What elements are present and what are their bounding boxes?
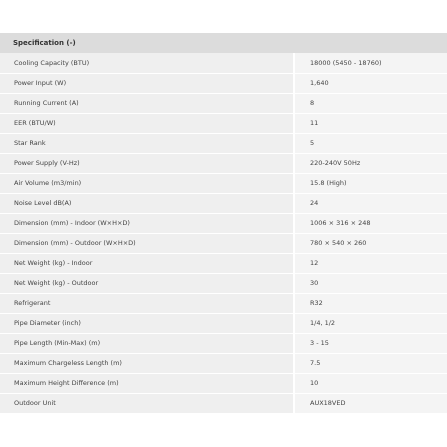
specification-table (0, 33, 447, 414)
spec-label: Maximum Chargeless Length (m) (0, 353, 294, 373)
spec-label: Net Weight (kg) - Indoor (0, 253, 294, 273)
specification-rows (0, 53, 447, 413)
spec-value: 1,640 (294, 73, 447, 93)
spec-value: 30 (294, 273, 447, 293)
spec-value: 1/4, 1/2 (294, 313, 447, 333)
table-row (0, 233, 447, 253)
specification-header: Specification (-) (0, 33, 447, 53)
spec-label: Star Rank (0, 133, 294, 153)
table-row (0, 173, 447, 193)
table-row (0, 253, 447, 273)
table-row (0, 213, 447, 233)
spec-value: 24 (294, 193, 447, 213)
specification-header-row (0, 33, 447, 53)
spec-value: R32 (294, 293, 447, 313)
table-row (0, 93, 447, 113)
table-row (0, 153, 447, 173)
table-row (0, 53, 447, 73)
table-row (0, 313, 447, 333)
spec-value: 7.5 (294, 353, 447, 373)
table-row (0, 73, 447, 93)
spec-label: Maximum Height Difference (m) (0, 373, 294, 393)
spec-value: 220-240V 50Hz (294, 153, 447, 173)
spec-value: 11 (294, 113, 447, 133)
spec-label: Net Weight (kg) - Outdoor (0, 273, 294, 293)
table-row (0, 353, 447, 373)
spec-value: 12 (294, 253, 447, 273)
spec-label: Outdoor Unit (0, 393, 294, 413)
table-row (0, 113, 447, 133)
table-row (0, 193, 447, 213)
spec-label: Pipe Length (Min-Max) (m) (0, 333, 294, 353)
spec-value: 5 (294, 133, 447, 153)
spec-value: AUX18VED (294, 393, 447, 413)
spec-label: Pipe Diameter (inch) (0, 313, 294, 333)
spec-label: Refrigerant (0, 293, 294, 313)
table-row (0, 333, 447, 353)
table-row (0, 393, 447, 413)
spec-value: 3 - 15 (294, 333, 447, 353)
spec-label: Power Supply (V-Hz) (0, 153, 294, 173)
spec-value: 1006 × 316 × 248 (294, 213, 447, 233)
table-row (0, 373, 447, 393)
spec-label: Cooling Capacity (BTU) (0, 53, 294, 73)
spec-value: 18000 (5450 - 18760) (294, 53, 447, 73)
spec-value: 780 × 540 × 260 (294, 233, 447, 253)
table-row (0, 273, 447, 293)
spec-label: EER (BTU/W) (0, 113, 294, 133)
spec-value: 8 (294, 93, 447, 113)
spec-value: 15.8 (High) (294, 173, 447, 193)
spec-label: Power Input (W) (0, 73, 294, 93)
table-row (0, 133, 447, 153)
spec-label: Noise Level dB(A) (0, 193, 294, 213)
table-row (0, 293, 447, 313)
spec-label: Running Current (A) (0, 93, 294, 113)
spec-label: Dimension (mm) - Outdoor (W×H×D) (0, 233, 294, 253)
spec-label: Dimension (mm) - Indoor (W×H×D) (0, 213, 294, 233)
spec-label: Air Volume (m3/min) (0, 173, 294, 193)
spec-value: 10 (294, 373, 447, 393)
